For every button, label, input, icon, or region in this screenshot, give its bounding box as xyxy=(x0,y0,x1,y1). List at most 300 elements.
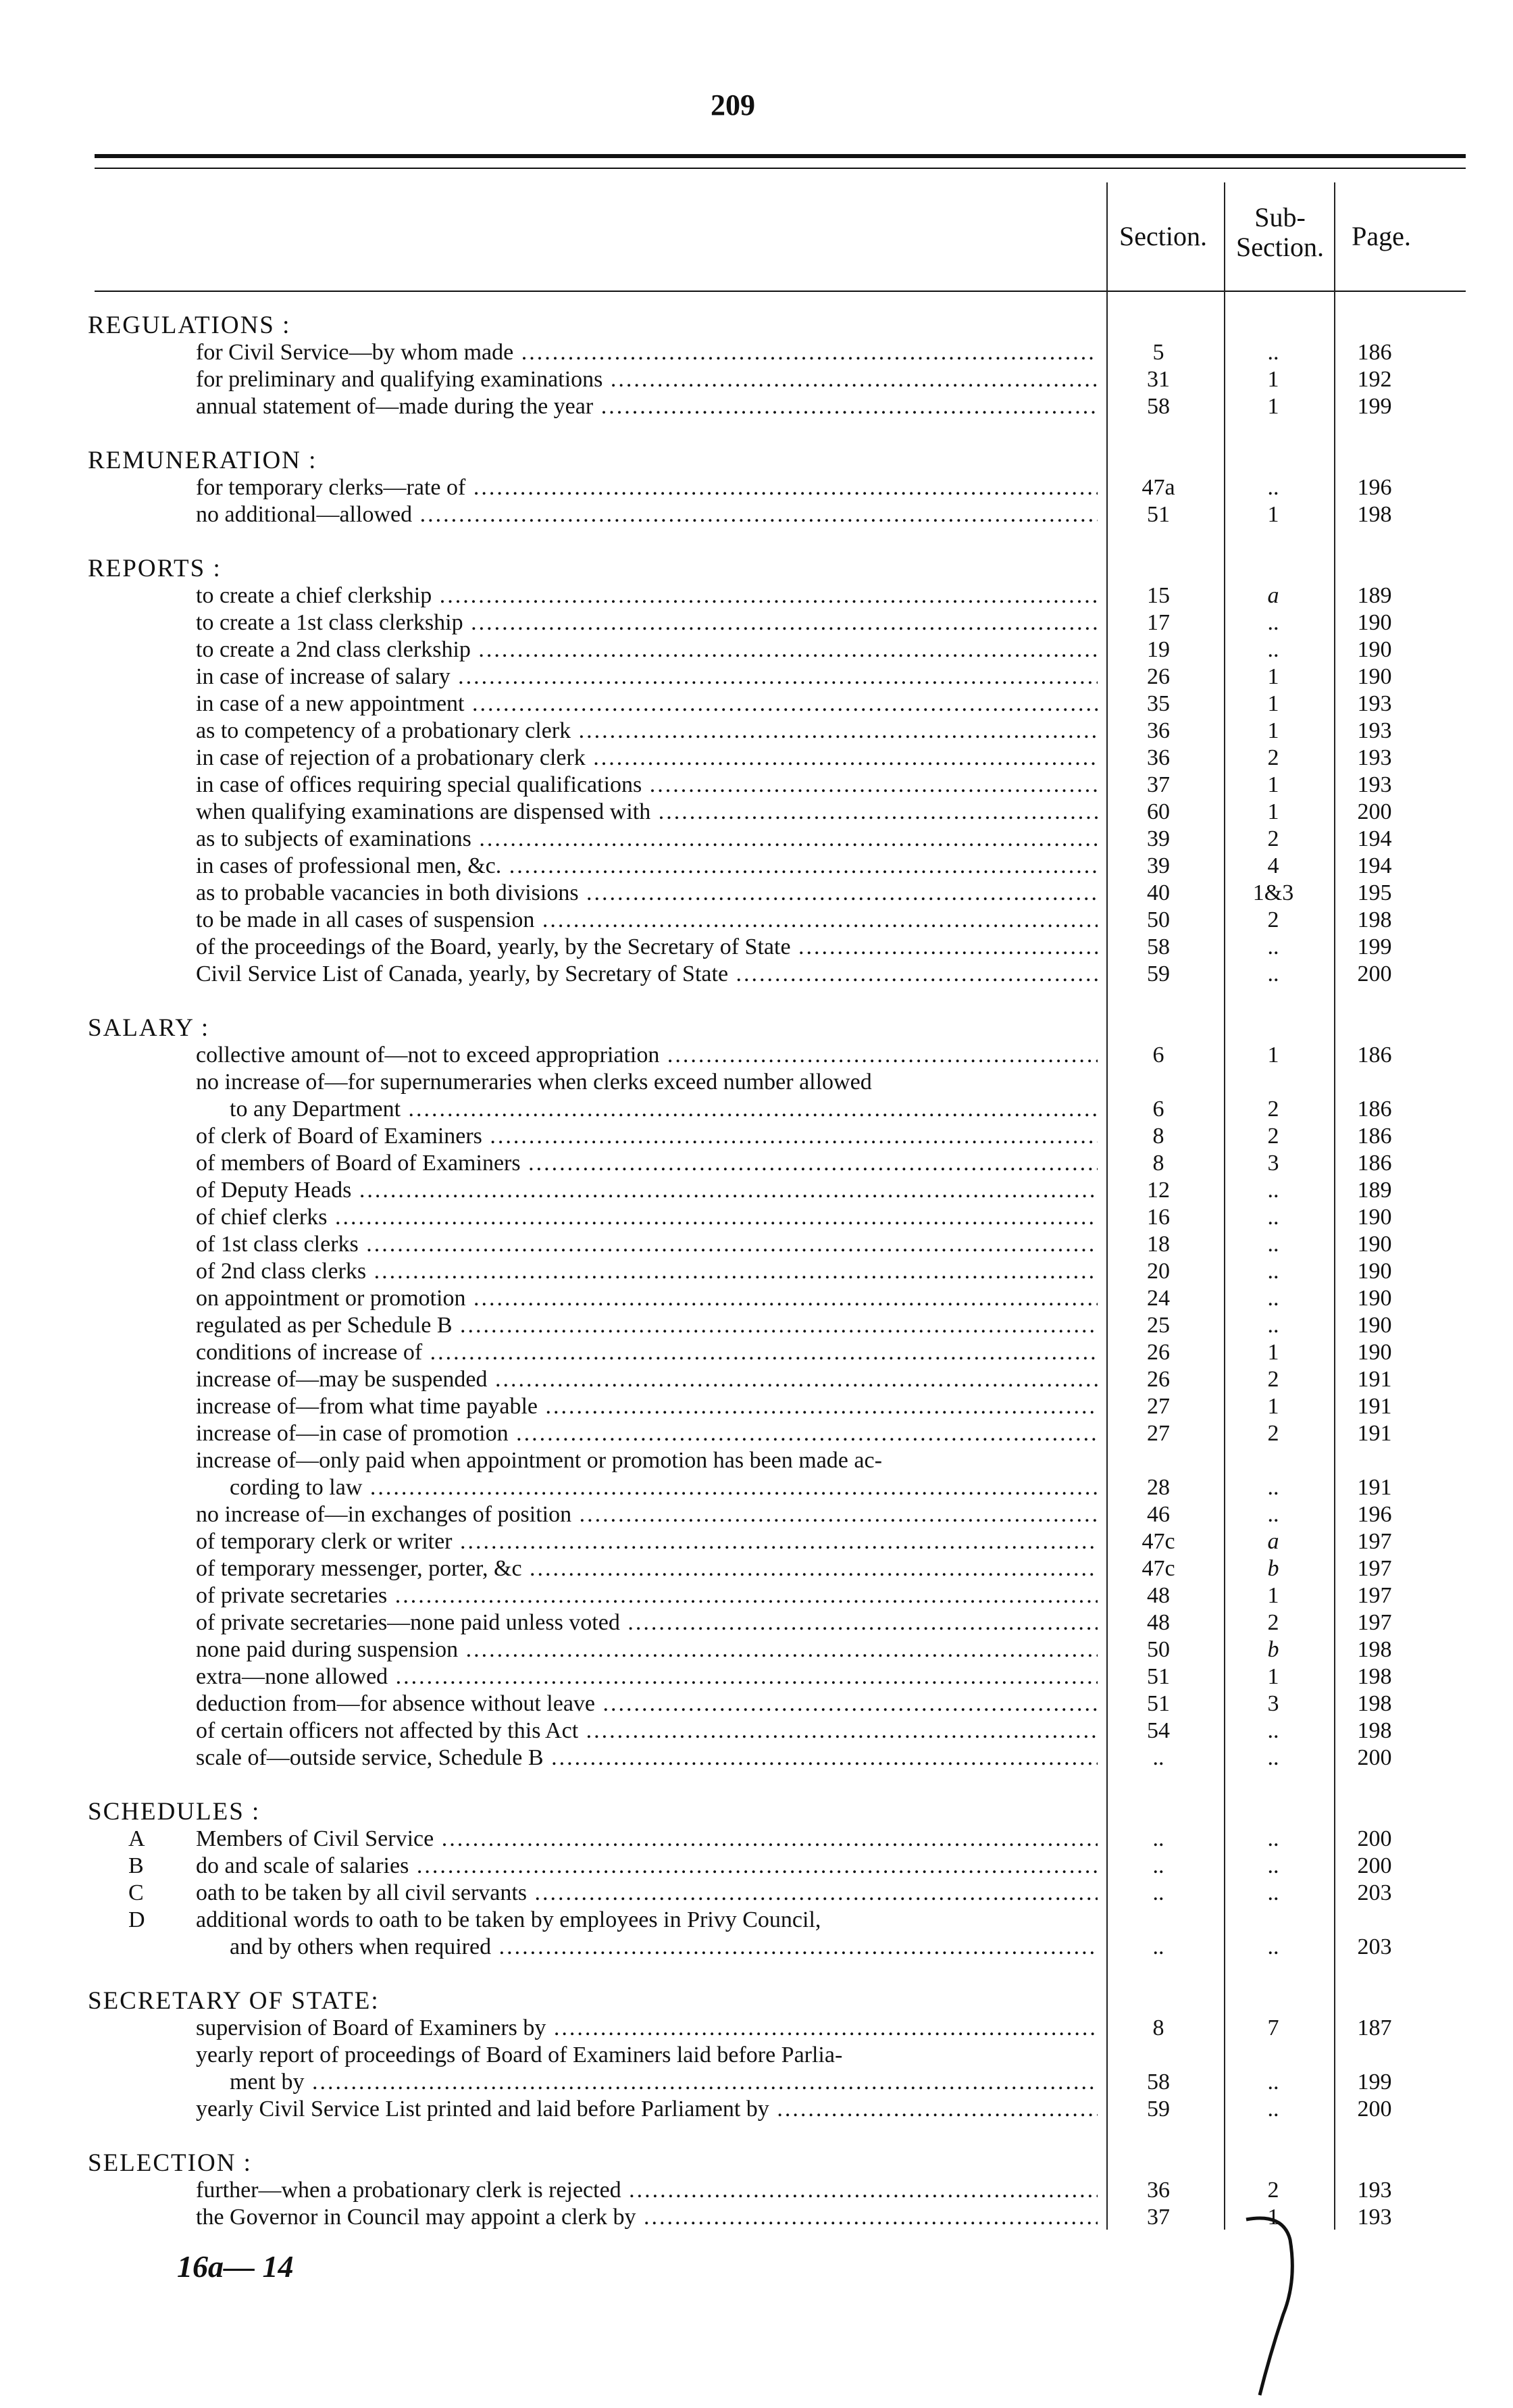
page-ref: 198 xyxy=(1357,1691,1392,1716)
subsection-number: 1 xyxy=(1267,2205,1279,2230)
page-ref: 190 xyxy=(1357,664,1392,689)
subsection-number: 4 xyxy=(1267,853,1279,878)
entry-text xyxy=(88,772,1098,799)
page-ref: 190 xyxy=(1357,637,1392,662)
subsection-number: 1 xyxy=(1267,1043,1279,1068)
section-number: 47a xyxy=(1142,475,1175,500)
subsection-number: .. xyxy=(1267,1313,1279,1338)
entry-label: additional words to oath to be taken by employees in Privy Council, xyxy=(196,1907,821,1932)
index-entry xyxy=(88,609,1472,636)
page-ref: 203 xyxy=(1357,1880,1392,1905)
subsection-number: .. xyxy=(1267,1853,1279,1878)
index-group xyxy=(88,312,1472,420)
section-number: 17 xyxy=(1147,610,1170,635)
section-number: 51 xyxy=(1147,1664,1170,1689)
page-ref: 203 xyxy=(1357,1934,1392,1959)
page-ref: 194 xyxy=(1357,826,1392,851)
entry-text xyxy=(88,1258,1098,1285)
subsection-number: a xyxy=(1267,583,1279,608)
header-rule-thin xyxy=(95,168,1466,169)
index-entry xyxy=(88,1312,1472,1339)
section-number: .. xyxy=(1152,1880,1164,1905)
index-entry xyxy=(88,1123,1472,1150)
entry-text xyxy=(88,961,1098,988)
subsection-number xyxy=(1219,1907,1327,1934)
entry-text xyxy=(88,1880,1098,1907)
subsection-number: .. xyxy=(1267,1286,1279,1311)
page-ref: 196 xyxy=(1357,1502,1392,1527)
index-entry xyxy=(88,1069,1472,1096)
entry-label: of 1st class clerks xyxy=(196,1232,359,1257)
page-ref: 195 xyxy=(1357,880,1392,905)
subsection-number: b xyxy=(1267,1556,1279,1581)
section-number: 25 xyxy=(1147,1313,1170,1338)
section-number: 37 xyxy=(1147,2205,1170,2230)
subsection-number xyxy=(1219,2042,1327,2069)
section-number: 19 xyxy=(1147,637,1170,662)
entry-label: collective amount of—not to exceed appropriation xyxy=(196,1043,660,1068)
subsection-number: 1 xyxy=(1267,1394,1279,1419)
entry-text xyxy=(88,1366,1098,1393)
page-ref: 200 xyxy=(1357,799,1392,824)
group-title: SALARY : xyxy=(88,1014,210,1042)
entry-label: of 2nd class clerks xyxy=(196,1259,367,1284)
index-entry xyxy=(88,501,1472,528)
entry-label: when qualifying examinations are dispensed with xyxy=(196,799,651,824)
section-number xyxy=(1098,1447,1219,1474)
page-ref: 186 xyxy=(1357,1043,1392,1068)
page-ref: 199 xyxy=(1357,2070,1392,2095)
entry-label: supervision of Board of Examiners by xyxy=(196,2015,546,2040)
index-entry xyxy=(88,2015,1472,2042)
entry-label: deduction from—for absence without leave xyxy=(196,1691,596,1716)
group-title: SECRETARY OF STATE: xyxy=(88,1987,380,2015)
header-underline xyxy=(95,291,1466,292)
page-ref: 193 xyxy=(1357,691,1392,716)
entry-label: of the proceedings of the Board, yearly, by the Secretary of State xyxy=(196,934,791,959)
index-entry xyxy=(88,880,1472,907)
page-ref: 200 xyxy=(1357,1826,1392,1851)
entry-text xyxy=(88,1826,1098,1853)
index-entry xyxy=(88,1231,1472,1258)
page-ref xyxy=(1327,2042,1422,2069)
section-number: .. xyxy=(1152,1826,1164,1851)
subsection-number xyxy=(1219,1447,1327,1474)
entry-label: of members of Board of Examiners xyxy=(196,1151,521,1176)
entry-text xyxy=(88,1501,1098,1528)
section-number xyxy=(1098,1069,1219,1096)
entry-text xyxy=(88,1123,1098,1150)
entry-text xyxy=(88,1690,1098,1717)
entry-label: cording to law xyxy=(230,1475,363,1500)
page-ref: 200 xyxy=(1357,961,1392,986)
entry-label: none paid during suspension xyxy=(196,1637,459,1662)
section-number: 8 xyxy=(1152,1151,1164,1176)
entry-text xyxy=(88,2015,1098,2042)
entry-label: to any Department xyxy=(230,1097,401,1122)
entry-text xyxy=(88,1663,1098,1690)
index-entry xyxy=(88,907,1472,934)
entry-text xyxy=(88,1447,1098,1474)
subsection-number: 1 xyxy=(1267,367,1279,392)
index-entry xyxy=(88,2069,1472,2096)
entry-text xyxy=(88,1555,1098,1582)
entry-label: on appointment or promotion xyxy=(196,1286,466,1311)
section-number: 39 xyxy=(1147,826,1170,851)
index-entry xyxy=(88,1555,1472,1582)
entry-text xyxy=(88,2069,1098,2096)
subsection-number: .. xyxy=(1267,475,1279,500)
page-ref: 190 xyxy=(1357,1286,1392,1311)
index-entry xyxy=(88,1447,1472,1474)
entry-text xyxy=(88,366,1098,393)
page-ref: 200 xyxy=(1357,1745,1392,1770)
section-number: 27 xyxy=(1147,1421,1170,1446)
entry-text xyxy=(88,826,1098,853)
entry-label: to create a 1st class clerkship xyxy=(196,610,463,635)
entry-label: of temporary clerk or writer xyxy=(196,1529,453,1554)
page-ref: 198 xyxy=(1357,907,1392,932)
entry-label: of certain officers not affected by this Act xyxy=(196,1718,579,1743)
index-entry xyxy=(88,1501,1472,1528)
entry-text xyxy=(88,501,1098,528)
group-title: SCHEDULES : xyxy=(88,1798,261,1826)
index-group xyxy=(88,1988,1472,2123)
entry-label: in case of rejection of a probationary clerk xyxy=(196,745,586,770)
section-number: 47c xyxy=(1142,1556,1175,1581)
subsection-number: .. xyxy=(1267,1232,1279,1257)
index-entry xyxy=(88,1420,1472,1447)
index-group xyxy=(88,447,1472,528)
subsection-number: 2 xyxy=(1267,1097,1279,1122)
entry-text xyxy=(88,1285,1098,1312)
subsection-number: .. xyxy=(1267,610,1279,635)
entry-text xyxy=(88,934,1098,961)
group-spacer xyxy=(88,528,1472,555)
group-title: REGULATIONS : xyxy=(88,311,291,339)
group-spacer xyxy=(88,2123,1472,2150)
page-ref: 192 xyxy=(1357,367,1392,392)
section-number: 48 xyxy=(1147,1610,1170,1635)
entry-label: in case of offices requiring special qualifications xyxy=(196,772,642,797)
index-entry xyxy=(88,1663,1472,1690)
entry-label: conditions of increase of xyxy=(196,1340,423,1365)
index-entry xyxy=(88,1258,1472,1285)
subsection-number: 1 xyxy=(1267,502,1279,527)
section-number: 50 xyxy=(1147,1637,1170,1662)
entry-label: increase of—from what time payable xyxy=(196,1394,538,1419)
section-number xyxy=(1098,1907,1219,1934)
subsection-number: 2 xyxy=(1267,745,1279,770)
entry-label: of private secretaries—none paid unless voted xyxy=(196,1610,620,1635)
index-entry xyxy=(88,826,1472,853)
entry-text xyxy=(88,1745,1098,1772)
page-ref: 191 xyxy=(1357,1421,1392,1446)
entry-text xyxy=(88,1069,1098,1096)
subsection-number: 2 xyxy=(1267,2178,1279,2203)
subsection-number: 1 xyxy=(1267,691,1279,716)
page-ref: 196 xyxy=(1357,475,1392,500)
section-number: 51 xyxy=(1147,1691,1170,1716)
group-title: REMUNERATION : xyxy=(88,447,317,474)
index-entry xyxy=(88,393,1472,420)
section-number: 26 xyxy=(1147,1367,1170,1392)
index-entry xyxy=(88,2096,1472,2123)
index-entry xyxy=(88,1582,1472,1609)
entry-label: of clerk of Board of Examiners xyxy=(196,1124,482,1149)
index-entry xyxy=(88,799,1472,826)
entry-text xyxy=(88,582,1098,609)
section-number: 59 xyxy=(1147,2097,1170,2122)
entry-text xyxy=(88,880,1098,907)
section-number: 58 xyxy=(1147,2070,1170,2095)
entry-label: for temporary clerks—rate of xyxy=(196,475,466,500)
index-entry xyxy=(88,663,1472,691)
entry-text xyxy=(88,2096,1098,2123)
page-ref: 190 xyxy=(1357,1313,1392,1338)
index-entry xyxy=(88,1366,1472,1393)
subsection-number: 1 xyxy=(1267,718,1279,743)
subsection-number: .. xyxy=(1267,2070,1279,2095)
entry-label: in case of a new appointment xyxy=(196,691,465,716)
page-ref: 199 xyxy=(1357,934,1392,959)
entry-label: the Governor in Council may appoint a clerk by xyxy=(196,2205,636,2230)
subsection-number: 1 xyxy=(1267,1583,1279,1608)
page-ref: 190 xyxy=(1357,1232,1392,1257)
section-number: .. xyxy=(1152,1853,1164,1878)
entry-label: regulated as per Schedule B xyxy=(196,1313,453,1338)
entry-label: oath to be taken by all civil servants xyxy=(196,1880,528,1905)
index-entry xyxy=(88,1393,1472,1420)
entry-label: yearly report of proceedings of Board of Examiners laid before Parlia- xyxy=(196,2042,843,2067)
page-ref: 191 xyxy=(1357,1475,1392,1500)
entry-label: to create a 2nd class clerkship xyxy=(196,637,471,662)
subsection-number: .. xyxy=(1267,340,1279,365)
section-number: 18 xyxy=(1147,1232,1170,1257)
entry-label: of chief clerks xyxy=(196,1205,328,1230)
group-spacer xyxy=(88,1961,1472,1988)
subsection-number: b xyxy=(1267,1637,1279,1662)
section-number: 36 xyxy=(1147,745,1170,770)
index-entry xyxy=(88,1204,1472,1231)
index-entry xyxy=(88,772,1472,799)
subsection-number: 2 xyxy=(1267,907,1279,932)
index-entry xyxy=(88,582,1472,609)
page-ref xyxy=(1327,1907,1422,1934)
index-entry xyxy=(88,1339,1472,1366)
entry-label: and by others when required xyxy=(230,1934,492,1959)
pencil-mark-icon xyxy=(1243,2199,1324,2402)
entry-text xyxy=(88,718,1098,745)
page-ref: 190 xyxy=(1357,610,1392,635)
page-ref: 197 xyxy=(1357,1583,1392,1608)
index-entry xyxy=(88,1907,1472,1934)
entry-label: as to probable vacancies in both divisions xyxy=(196,880,579,905)
header-rule-thick xyxy=(95,154,1466,158)
index-entry xyxy=(88,1853,1472,1880)
subsection-number: .. xyxy=(1267,1259,1279,1284)
entry-text xyxy=(88,1609,1098,1636)
index-entry xyxy=(88,1474,1472,1501)
index-body xyxy=(88,312,1472,2231)
page-ref: 189 xyxy=(1357,1178,1392,1203)
subsection-number: 2 xyxy=(1267,1421,1279,1446)
subsection-number: 7 xyxy=(1267,2015,1279,2040)
entry-label: yearly Civil Service List printed and laid before Parliament by xyxy=(196,2097,769,2122)
group-spacer xyxy=(88,1772,1472,1799)
section-number: 6 xyxy=(1152,1043,1164,1068)
section-number: 37 xyxy=(1147,772,1170,797)
index-entry xyxy=(88,745,1472,772)
subsection-number: 2 xyxy=(1267,1124,1279,1149)
subsection-number: 3 xyxy=(1267,1691,1279,1716)
page-ref: 200 xyxy=(1357,2097,1392,2122)
section-number: 6 xyxy=(1152,1097,1164,1122)
page-ref: 198 xyxy=(1357,1637,1392,1662)
section-number: 15 xyxy=(1147,583,1170,608)
section-number: 47c xyxy=(1142,1529,1175,1554)
page-ref: 191 xyxy=(1357,1367,1392,1392)
page-ref: 193 xyxy=(1357,2178,1392,2203)
subsection-number: .. xyxy=(1267,1475,1279,1500)
subsection-number: .. xyxy=(1267,1502,1279,1527)
column-header-subsection: Sub- Section. xyxy=(1236,202,1324,262)
subsection-number: .. xyxy=(1267,1745,1279,1770)
subsection-number: .. xyxy=(1267,2097,1279,2122)
index-entry xyxy=(88,1042,1472,1069)
entry-label: extra—none allowed xyxy=(196,1664,388,1689)
entry-label: for Civil Service—by whom made xyxy=(196,340,514,365)
page-ref: 198 xyxy=(1357,1664,1392,1689)
index-entry xyxy=(88,1150,1472,1177)
index-entry xyxy=(88,2042,1472,2069)
entry-label: Members of Civil Service xyxy=(196,1826,434,1851)
entry-text xyxy=(88,609,1098,636)
section-number: 16 xyxy=(1147,1205,1170,1230)
section-number: 60 xyxy=(1147,799,1170,824)
entry-text xyxy=(88,1339,1098,1366)
index-entry xyxy=(88,718,1472,745)
entry-text xyxy=(88,1636,1098,1663)
entry-text xyxy=(88,2042,1098,2069)
entry-label: to be made in all cases of suspension xyxy=(196,907,535,932)
index-entry xyxy=(88,1528,1472,1555)
entry-text xyxy=(88,1231,1098,1258)
section-number: 26 xyxy=(1147,664,1170,689)
entry-text xyxy=(88,1393,1098,1420)
section-number: .. xyxy=(1152,1745,1164,1770)
section-number: 58 xyxy=(1147,934,1170,959)
page-ref: 189 xyxy=(1357,583,1392,608)
entry-text xyxy=(88,663,1098,691)
subsection-number: 1 xyxy=(1267,664,1279,689)
entry-text xyxy=(88,1582,1098,1609)
section-number: 8 xyxy=(1152,1124,1164,1149)
entry-label: as to subjects of examinations xyxy=(196,826,471,851)
entry-label: as to competency of a probationary clerk xyxy=(196,718,571,743)
entry-text xyxy=(88,1420,1098,1447)
page-ref: 190 xyxy=(1357,1340,1392,1365)
page-ref: 197 xyxy=(1357,1610,1392,1635)
page-ref xyxy=(1327,1447,1422,1474)
index-entry xyxy=(88,1717,1472,1745)
index-group xyxy=(88,1799,1472,1961)
subsection-number: 3 xyxy=(1267,1151,1279,1176)
section-number: 24 xyxy=(1147,1286,1170,1311)
page-ref: 194 xyxy=(1357,853,1392,878)
section-number xyxy=(1098,2042,1219,2069)
index-entry xyxy=(88,1609,1472,1636)
section-number: 48 xyxy=(1147,1583,1170,1608)
entry-text xyxy=(88,2177,1098,2204)
section-number: 5 xyxy=(1152,340,1164,365)
section-number: .. xyxy=(1152,1934,1164,1959)
entry-text xyxy=(88,1150,1098,1177)
subsection-number xyxy=(1219,1069,1327,1096)
entry-text xyxy=(88,1177,1098,1204)
entry-text xyxy=(88,907,1098,934)
entry-text xyxy=(88,691,1098,718)
index-entry xyxy=(88,853,1472,880)
page-ref: 186 xyxy=(1357,1124,1392,1149)
entry-label: no increase of—for supernumeraries when clerks exceed number allowed xyxy=(196,1070,872,1095)
group-title: SELECTION : xyxy=(88,2149,252,2177)
index-entry xyxy=(88,366,1472,393)
subsection-number: .. xyxy=(1267,1880,1279,1905)
page-ref: 197 xyxy=(1357,1556,1392,1581)
schedule-letter: B xyxy=(128,1853,144,1878)
entry-text xyxy=(88,339,1098,366)
entry-label: increase of—in case of promotion xyxy=(196,1421,509,1446)
section-number: 8 xyxy=(1152,2015,1164,2040)
entry-label: in cases of professional men, &c. xyxy=(196,853,502,878)
page-ref: 191 xyxy=(1357,1394,1392,1419)
section-number: 58 xyxy=(1147,394,1170,419)
schedule-letter: C xyxy=(128,1880,144,1905)
subsection-number: .. xyxy=(1267,1205,1279,1230)
subsection-number: 1 xyxy=(1267,799,1279,824)
page-ref: 193 xyxy=(1357,2205,1392,2230)
subsection-number: .. xyxy=(1267,934,1279,959)
subsection-number: .. xyxy=(1267,1934,1279,1959)
index-entry xyxy=(88,474,1472,501)
section-number: 51 xyxy=(1147,502,1170,527)
section-number: 35 xyxy=(1147,691,1170,716)
page-ref: 186 xyxy=(1357,340,1392,365)
index-entry xyxy=(88,1177,1472,1204)
entry-text xyxy=(88,799,1098,826)
index-entry xyxy=(88,1826,1472,1853)
entry-text xyxy=(88,1312,1098,1339)
section-number: 36 xyxy=(1147,718,1170,743)
page-number: 209 xyxy=(711,89,755,122)
page-ref: 193 xyxy=(1357,745,1392,770)
entry-text xyxy=(88,1042,1098,1069)
index-entry xyxy=(88,1285,1472,1312)
page-ref: 186 xyxy=(1357,1097,1392,1122)
index-entry xyxy=(88,339,1472,366)
entry-label: in case of increase of salary xyxy=(196,664,451,689)
entry-text xyxy=(88,745,1098,772)
entry-text xyxy=(88,393,1098,420)
entry-label: of private secretaries xyxy=(196,1583,388,1608)
entry-label: of Deputy Heads xyxy=(196,1178,352,1203)
subsection-number: a xyxy=(1267,1529,1279,1554)
section-number: 26 xyxy=(1147,1340,1170,1365)
subsection-number: 1&3 xyxy=(1252,880,1294,905)
entry-text xyxy=(88,853,1098,880)
schedule-letter: D xyxy=(128,1907,145,1932)
